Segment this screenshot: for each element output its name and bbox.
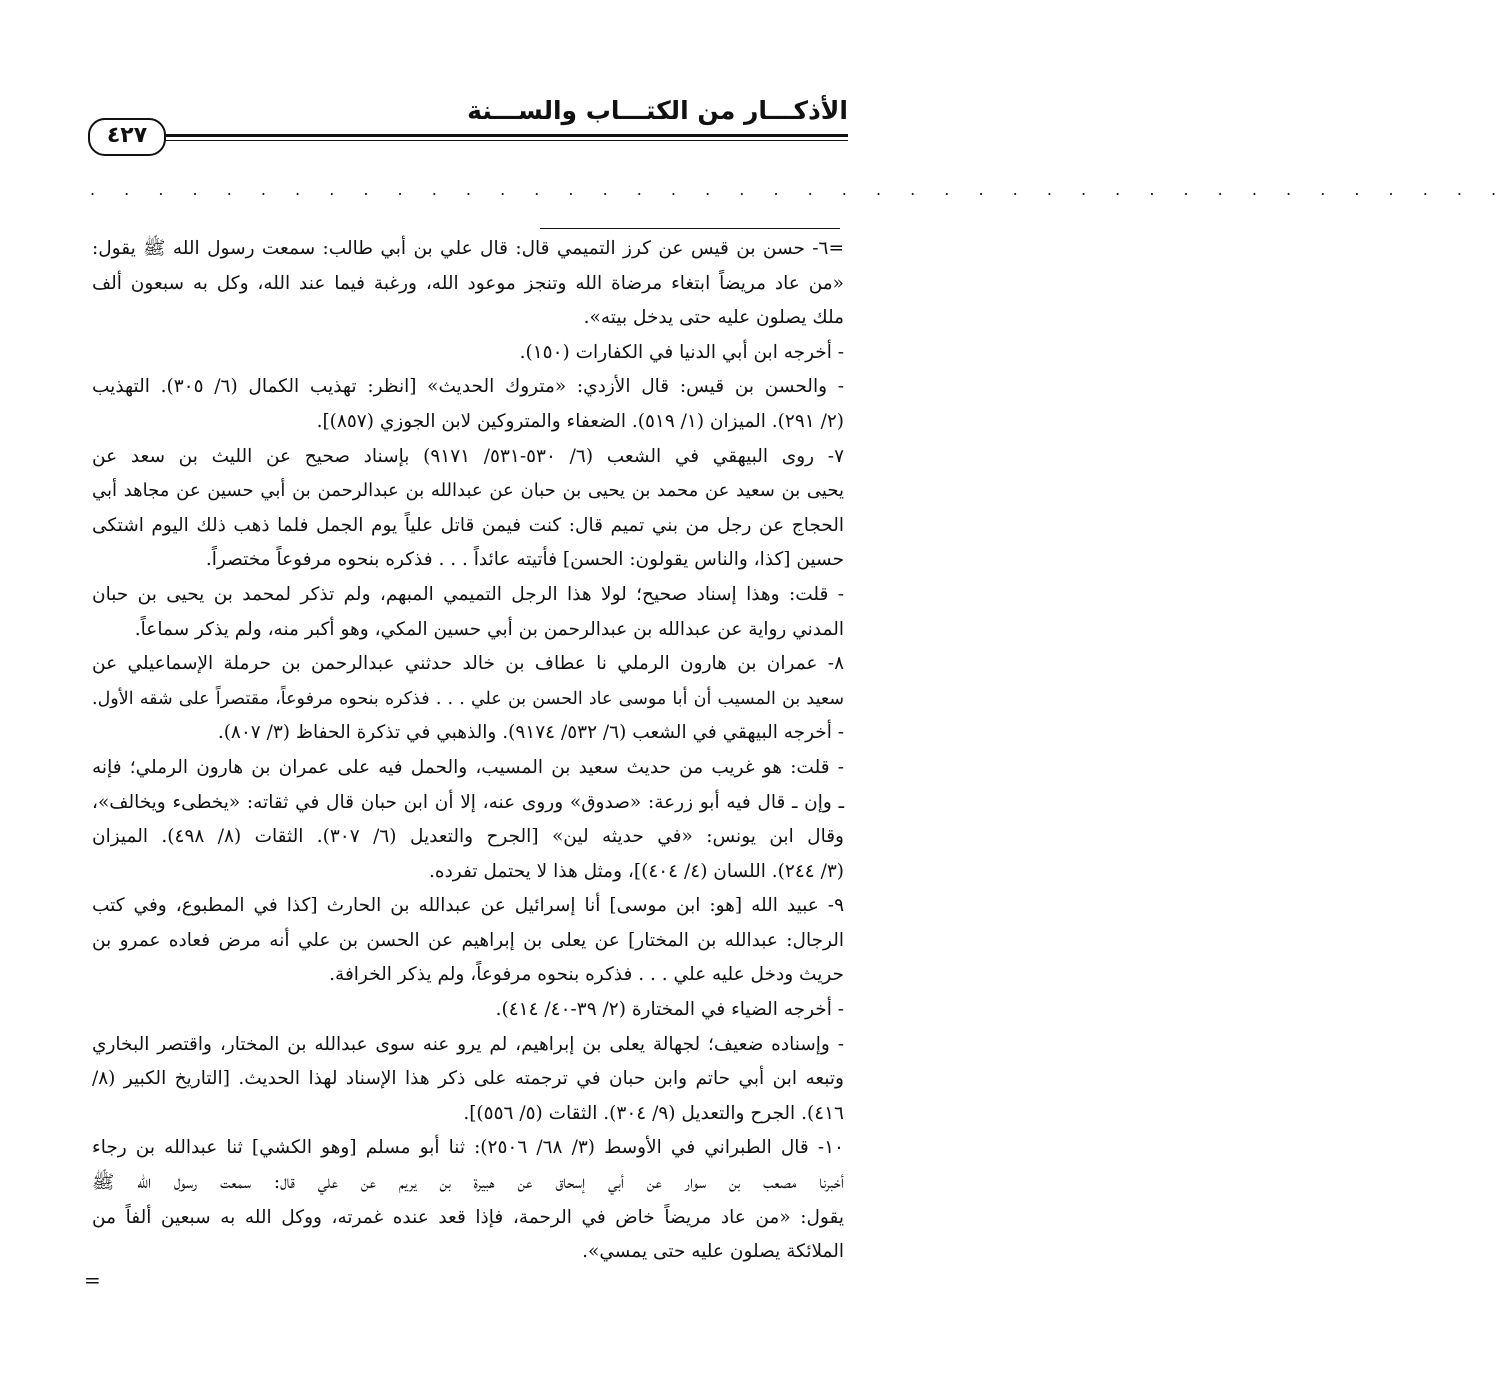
text-line: سعيد بن المسيب أن أبا موسى عاد الحسن بن علي . . . فذكره بنحوه مرفوعاً، مقتصراً على شقه الأول. <box>92 688 844 709</box>
text-line: وتبعه ابن أبي حاتم وابن حبان في ترجمته على ذكر هذا الإسناد لهذا الحديث. [التاريخ الكبير (٨/ <box>92 1068 844 1090</box>
continuation-mark: = <box>84 1268 101 1292</box>
text-line: المدني رواية عن عبدالله بن عبدالرحمن بن أبي حسين المكي، وهو أكبر منه، ولم يذكر سماعاً. <box>134 618 844 640</box>
text-line: أخبرنا مصعب بن سوار عن أبي إسحاق عن هبيرة بن يريم عن علي قال: سمعت رسول الله ﷺ <box>92 1172 844 1194</box>
separator-dots: . . . . . . . . . . . . . . . . . . . . . . . . . . . . . . . . . . . . . . . . . . <box>90 180 1508 199</box>
text-line: ١٠- قال الطبراني في الأوسط (٣/ ٦٨/ ٢٥٠٦): ثنا أبو مسلم [وهو الكشي] ثنا عبدالله بن رجاء <box>92 1137 844 1159</box>
text-line: يحيى بن سعيد عن محمد بن يحيى بن حبان عن عبدالله بن عبدالرحمن بن أبي حسين عن مجاهد أبي <box>92 480 844 502</box>
text-line: «من عاد مريضاً ابتغاء مرضاة الله وتنجز موعود الله، ورغبة فيما عند الله، وكل به سبعون ألف <box>92 272 844 294</box>
text-line: - والحسن بن قيس: قال الأزدي: «متروك الحديث» [انظر: تهذيب الكمال (٦/ ٣٠٥). التهذيب <box>92 376 844 398</box>
text-line: - قلت: وهذا إسناد صحيح؛ لولا هذا الرجل التميمي المبهم، ولم تذكر لمحمد بن يحيى بن حبان <box>92 583 844 605</box>
text-line: ٨- عمران بن هارون الرملي نا عطاف بن خالد حدثني عبدالرحمن بن حرملة الإسماعيلي عن <box>92 653 844 675</box>
text-line: حسين [كذا، والناس يقولون: الحسن] فأتيته عائداً . . . فذكره بنحوه مرفوعاً مختصراً. <box>205 549 844 571</box>
text-line: ٩- عبيد الله [هو: ابن موسى] أنا إسرائيل عن عبدالله بن الحارث [كذا في المطبوع، وفي كتب <box>92 895 844 917</box>
text-line: ـ وإن ـ قال فيه أبو زرعة: «صدوق» وروى عنه، إلا أن ابن حبان قال في ثقاته: «يخطىء ويخالف»، <box>92 791 844 813</box>
footnote-separator <box>540 228 840 229</box>
text-line: الرجال: عبدالله بن المختار] عن يعلى بن إبراهيم عن الحسن بن علي أنه مرض فعاده عمرو بن <box>92 929 844 951</box>
text-line: حريث ودخل عليه علي . . . فذكره بنحوه مرفوعاً، ولم يذكر الخرافة. <box>329 964 844 986</box>
text-line: - وإسناده ضعيف؛ لجهالة يعلى بن إبراهيم، لم يرو عنه سوى عبدالله بن المختار، واقتصر البخاري <box>92 1033 844 1055</box>
text-line: (٢/ ٢٩١). الميزان (١/ ٥١٩). الضعفاء والمتروكين لابن الجوزي (٨٥٧)]. <box>316 410 844 432</box>
text-line: (٣/ ٢٤٤). اللسان (٤/ ٤٠٤)]، ومثل هذا لا يحتمل تفرده. <box>429 860 844 882</box>
text-line: - قلت: هو غريب من حديث سعيد بن المسيب، والحمل فيه على عمران بن هارون الرملي؛ فإنه <box>92 756 844 778</box>
text-line: ٧- روى البيهقي في الشعب (٦/ ٥٣٠-٥٣١/ ٩١٧١) بإسناد صحيح عن الليث بن سعد عن <box>92 445 844 467</box>
page-number: ٤٢٧ <box>88 118 166 156</box>
text-line: يقول: «من عاد مريضاً خاض في الرحمة، فإذا قعد عنده غمرته، ووكل الله به سبعين ألفاً من <box>92 1206 844 1228</box>
text-line: - أخرجه البيهقي في الشعب (٦/ ٥٣٢/ ٩١٧٤). والذهبي في تذكرة الحفاظ (٣/ ٨٠٧). <box>217 722 844 744</box>
header-rule-thin <box>158 140 848 141</box>
text-line: ٤١٦). الجرح والتعديل (٩/ ٣٠٤). الثقات (٥/ ٥٥٦)]. <box>463 1102 844 1124</box>
running-title: الأذكـــار من الكتـــاب والســـنة <box>467 96 848 125</box>
text-line: الملائكة يصلون عليه حتى يمسي». <box>582 1241 844 1263</box>
text-line: - أخرجه الضياء في المختارة (٢/ ٣٩-٤٠/ ٤١٤). <box>495 999 844 1021</box>
footnotes-body <box>92 232 844 1270</box>
text-line: ملك يصلون عليه حتى يدخل بيته». <box>583 307 844 329</box>
header-rule <box>158 134 848 137</box>
page-header <box>88 92 848 152</box>
text-line: وقال ابن يونس: «في حديثه لين» [الجرح والتعديل (٦/ ٣٠٧). الثقات (٨/ ٤٩٨). الميزان <box>92 826 844 848</box>
text-line: - أخرجه ابن أبي الدنيا في الكفارات (١٥٠). <box>519 341 844 363</box>
text-line: =٦- حسن بن قيس عن كرز التميمي قال: قال علي بن أبي طالب: سمعت رسول الله ﷺ يقول: <box>92 238 844 259</box>
text-line: الحجاج عن رجل من بني تميم قال: كنت فيمن قاتل علياً يوم الجمل فلما ذهب ذلك اليوم اشتكى <box>92 514 844 536</box>
